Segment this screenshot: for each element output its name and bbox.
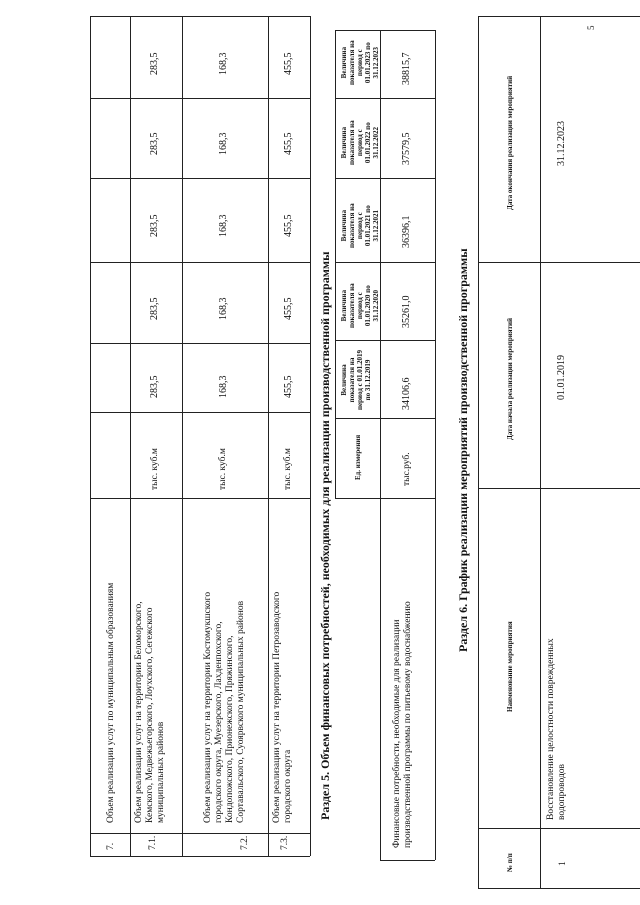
section5-title: Раздел 5. Объем финансовых потребностей, необходимых для реализации производственной программы — [318, 251, 332, 820]
row-7-3-val-2020: 455,5 — [283, 297, 294, 320]
row-7-3-name: Объем реализации услуг на территории Петрозаводского городского округа — [272, 591, 293, 823]
financial-needs-unit: тыс.руб. — [402, 452, 412, 486]
row-7-name: Объем реализации услуг по муниципальным образованиям — [106, 582, 116, 823]
financial-val-2022: 37579,5 — [401, 132, 412, 165]
row-7-2-val-2021: 168,3 — [218, 214, 229, 237]
col-header-2023: Величина показателя на период с 01.01.2023 по 31.12.2023 — [340, 40, 380, 85]
financial-val-2023: 38815,7 — [401, 52, 412, 85]
col-header-2021: Величина показателя на период с 01.01.2021 по 31.12.2021 — [340, 203, 380, 248]
row-7-2-unit: тыс. куб.м — [218, 448, 228, 490]
row-7-2-val-2022: 168,3 — [218, 132, 229, 155]
row-7-3-val-2022: 455,5 — [283, 132, 294, 155]
financial-val-2019: 34106,6 — [401, 377, 412, 410]
financial-needs-label: Финансовые потребности, необходимые для реализации производственной программы по питьевому водоснабжению — [392, 601, 413, 848]
row-7-2-val-2019: 168,3 — [218, 375, 229, 398]
row-7-1-val-2020: 283,5 — [149, 297, 160, 320]
row-7-1-name: Объем реализации услуг на территории Беломорского, Кемского, Медвежьегорского, Лоухского, Сегежского муниципальных районов — [134, 601, 166, 823]
schedule-row-end: 31.12.2023 — [556, 121, 567, 166]
row-7-num: 7. — [106, 842, 116, 850]
section6-title: Раздел 6. График реализации мероприятий производственной программы — [456, 248, 470, 652]
schedule-row-start: 01.01.2019 — [556, 355, 567, 400]
row-7-1-num: 7.1. — [148, 835, 158, 850]
row-7-2-name: Объем реализации услуг на территории Костомукшского городского округа, Муезерского, Лахденпохского, Кондопожского, Прионежского, Пряжинского, Сортавальского, Суоярвского муниципальных районов — [203, 591, 246, 823]
row-7-3-val-2021: 455,5 — [283, 214, 294, 237]
row-7-2-val-2023: 168,3 — [218, 52, 229, 75]
unit-header: Ед. измерения — [354, 434, 362, 480]
row-7-1-val-2023: 283,5 — [149, 52, 160, 75]
financial-val-2020: 35261,0 — [401, 295, 412, 328]
col-header-2020: Величина показателя на период с 01.01.2020 по 31.12.2020 — [340, 283, 380, 328]
row-7-3-unit: тыс. куб.м — [283, 448, 293, 490]
col-header-end: Дата окончания реализации мероприятий — [506, 75, 514, 210]
financial-val-2021: 36396,1 — [401, 215, 412, 248]
row-7-1-val-2022: 283,5 — [149, 132, 160, 155]
row-7-1-val-2019: 283,5 — [149, 375, 160, 398]
row-7-2-val-2020: 168,3 — [218, 297, 229, 320]
row-7-3-val-2023: 455,5 — [283, 52, 294, 75]
col-header-num: № п/п — [506, 853, 514, 872]
row-7-3-val-2019: 455,5 — [283, 375, 294, 398]
col-header-2022: Величина показателя на период с 01.01.2022 по 31.12.2022 — [340, 120, 380, 165]
row-7-3-num: 7.3. — [280, 835, 290, 850]
row-7-1-unit: тыс. куб.м — [150, 448, 160, 490]
row-7-1-val-2021: 283,5 — [149, 214, 160, 237]
schedule-row-num: 1 — [558, 861, 568, 866]
schedule-row-name: Восстановление целостности поврежденных водопроводов — [546, 638, 567, 820]
row-7-2-num: 7.2. — [240, 835, 250, 850]
page-number: 5 — [586, 25, 596, 30]
col-header-name: Наименование мероприятия — [506, 621, 514, 712]
col-header-start: Дата начала реализации мероприятий — [506, 317, 514, 440]
col-header-2019: Величина показателя на период с 01.01.2019 по 31.12.2019 — [340, 349, 372, 410]
